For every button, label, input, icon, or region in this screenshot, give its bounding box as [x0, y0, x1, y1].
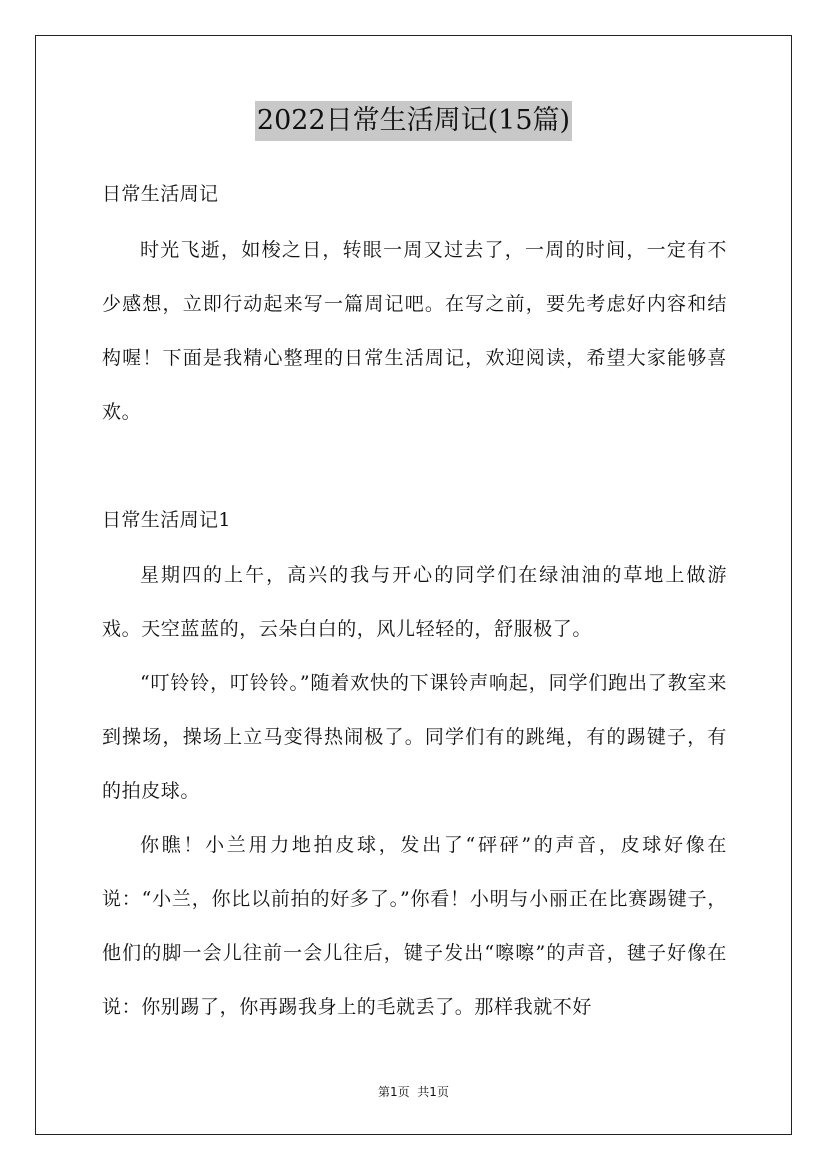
- intro-section: [102, 223, 727, 439]
- section1-paragraph-2: “叮铃铃，叮铃铃。”随着欢快的下课铃声响起，同学们跑出了教室来到操场，操场上立马变得热闹极了。同学们有的跳绳，有的踢键子，有的拍皮球。: [102, 672, 727, 802]
- page-number-label: 第1页 共1页: [378, 1085, 449, 1099]
- intro-paragraph: 时光飞逝，如梭之日，转眼一周又过去了，一周的时间，一定有不少感想，立即行动起来写一篇周记吧。在写之前，要先考虑好内容和结构喔！下面是我精心整理的日常生活周记，欢迎阅读，希望大家能够喜欢。: [102, 239, 727, 423]
- page-footer: [0, 1083, 827, 1100]
- section1-body: [102, 548, 727, 1034]
- section1-heading: 日常生活周记1: [102, 509, 231, 531]
- title-wrap: [0, 101, 827, 141]
- document-title: 2022日常生活周记(15篇): [255, 101, 572, 141]
- section1-paragraph-3: 你瞧！小兰用力地拍皮球，发出了“砰砰”的声音，皮球好像在说：“小兰，你比以前拍的好多了。”你看！小明与小丽正在比赛踢键子，他们的脚一会儿往前一会儿往后，键子发出“嚓嚓”的声音，毽子好像在说：你别踢了，你再踢我身上的毛就丢了。那样我就不好: [102, 834, 727, 1018]
- section1-paragraph-1: 星期四的上午，高兴的我与开心的同学们在绿油油的草地上做游戏。天空蓝蓝的，云朵白白的，风儿轻轻的，舒服极了。: [102, 564, 727, 640]
- intro-heading: 日常生活周记: [102, 183, 219, 205]
